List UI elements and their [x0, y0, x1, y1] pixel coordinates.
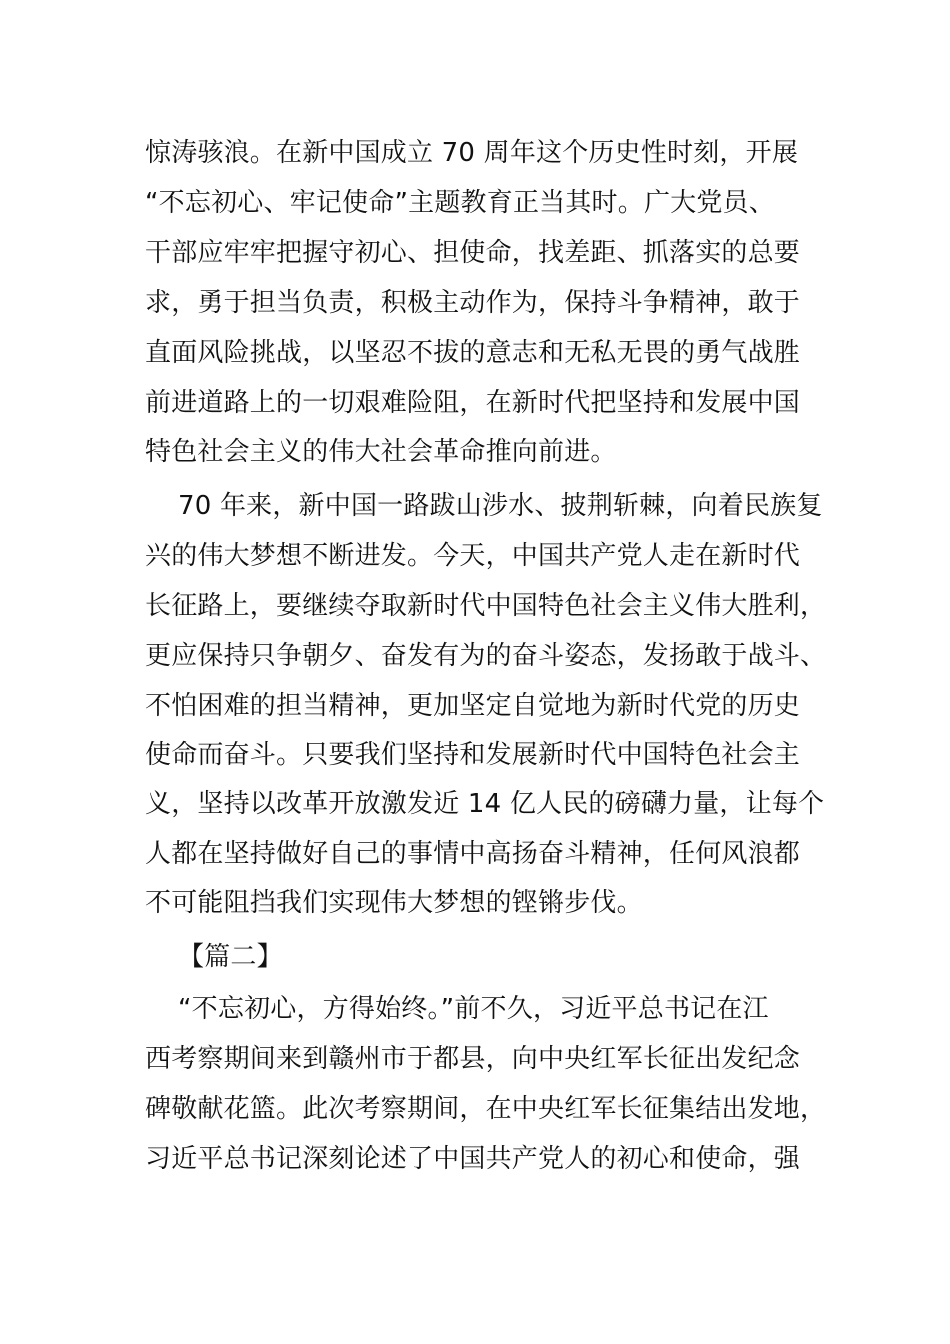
text-line: 干部应牢牢把握守初心、担使命，找差距、抓落实的总要: [145, 238, 801, 268]
text-line: 更应保持只争朝夕、奋发有为的奋斗姿态，发扬敢于战斗、: [145, 641, 827, 671]
text-line: 碑敬献花篮。此次考察期间，在中央红军长征集结出发地，: [145, 1094, 827, 1124]
text-line: 求，勇于担当负责，积极主动作为，保持斗争精神，敢于: [145, 288, 801, 318]
text-line: 使命而奋斗。只要我们坚持和发展新时代中国特色社会主: [145, 740, 801, 770]
text-line: 前进道路上的一切艰难险阻，在新时代把坚持和发展中国: [145, 388, 801, 418]
text-line: 兴的伟大梦想不断进发。今天，中国共产党人走在新时代: [145, 541, 801, 571]
text-line: 习近平总书记深刻论述了中国共产党人的初心和使命，强: [145, 1144, 801, 1174]
text-line: 惊涛骇浪。在新中国成立 70 周年这个历史性时刻，开展: [145, 138, 799, 168]
section-heading: 【篇二】: [178, 942, 283, 972]
text-line: 不怕困难的担当精神，更加坚定自觉地为新时代党的历史: [145, 691, 801, 721]
paragraph-start-line: 70 年来，新中国一路跋山涉水、披荆斩棘，向着民族复: [178, 491, 823, 521]
text-line: 西考察期间来到赣州市于都县，向中央红军长征出发纪念: [145, 1044, 801, 1074]
text-line: “不忘初心、牢记使命”主题教育正当其时。广大党员、: [145, 188, 775, 218]
paragraph-start-line: “不忘初心，方得始终。”前不久，习近平总书记在江: [178, 994, 769, 1024]
text-line: 义，坚持以改革开放激发近 14 亿人民的磅礴力量，让每个: [145, 789, 825, 819]
text-line: 人都在坚持做好自己的事情中高扬奋斗精神，任何风浪都: [145, 839, 801, 869]
text-line: 直面风险挑战，以坚忍不拔的意志和无私无畏的勇气战胜: [145, 338, 801, 368]
text-line: 特色社会主义的伟大社会革命推向前进。: [145, 437, 617, 467]
text-line: 不可能阻挡我们实现伟大梦想的铿锵步伐。: [145, 888, 643, 918]
text-line: 长征路上，要继续夺取新时代中国特色社会主义伟大胜利，: [145, 591, 827, 621]
